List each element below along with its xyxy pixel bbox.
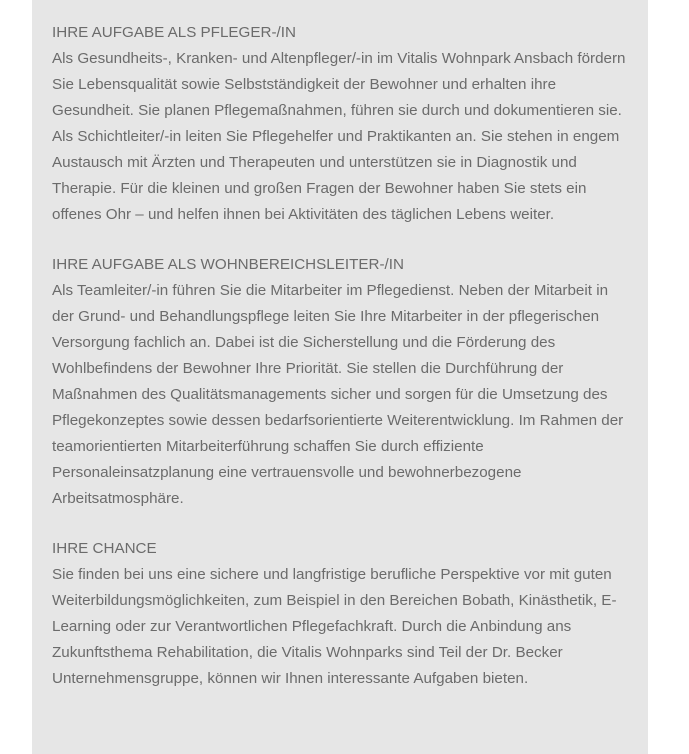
section-body: Als Gesundheits-, Kranken- und Altenpfleger/-in im Vitalis Wohnpark Ansbach fördern Sie Lebensqualität sowie Selbstständigkeit der Bewohner und erhalten ihre Gesundheit. Sie planen Pflegemaßnahmen, führen sie durch und dokumentieren sie. Als Schichtleiter/-in leiten Sie Pflegehelfer und Praktikanten an. Sie stehen in engem Austausch mit Ärzten und Therapeuten und unterstützen sie in Diagnostik und Therapie. Für die kleinen und großen Fragen der Bewohner haben Sie stets ein offenes Ohr – und helfen ihnen bei Aktivitäten des täglichen Lebens weiter. [52, 50, 626, 223]
section-chance [52, 536, 628, 692]
section-title: IHRE CHANCE [52, 540, 157, 557]
section-title: IHRE AUFGABE ALS WOHNBEREICHSLEITER-/IN [52, 256, 404, 273]
section-title: IHRE AUFGABE ALS PFLEGER-/IN [52, 24, 296, 41]
job-description-panel [32, 0, 648, 754]
section-body: Als Teamleiter/-in führen Sie die Mitarbeiter im Pflegedienst. Neben der Mitarbeit in der Grund- und Behandlungspflege leiten Sie Ihre Mitarbeiter in der pflegerischen Versorgung fachlich an. Dabei ist die Sicherstellung und die Förderung des Wohlbefindens der Bewohner Ihre Priorität. Sie stellen die Durchführung der Maßnahmen des Qualitätsmanagements sicher und sorgen für die Umsetzung des Pflegekonzeptes sowie dessen bedarfsorientierte Weiterentwicklung. Im Rahmen der teamorientierten Mitarbeiterführung schaffen Sie durch effiziente Personaleinsatzplanung eine vertrauensvolle und bewohnerbezogene Arbeitsatmosphäre. [52, 282, 624, 507]
section-pfleger [52, 20, 628, 228]
section-body: Sie finden bei uns eine sichere und langfristige berufliche Perspektive vor mit guten Weiterbildungsmöglichkeiten, zum Beispiel in den Bereichen Bobath, Kinästhetik, E-Learning oder zur Verantwortlichen Pflegefachkraft. Durch die Anbindung ans Zukunftsthema Rehabilitation, die Vitalis Wohnparks sind Teil der Dr. Becker Unternehmensgruppe, können wir Ihnen interessante Aufgaben bieten. [52, 566, 617, 687]
section-wohnbereichsleiter [52, 252, 628, 512]
